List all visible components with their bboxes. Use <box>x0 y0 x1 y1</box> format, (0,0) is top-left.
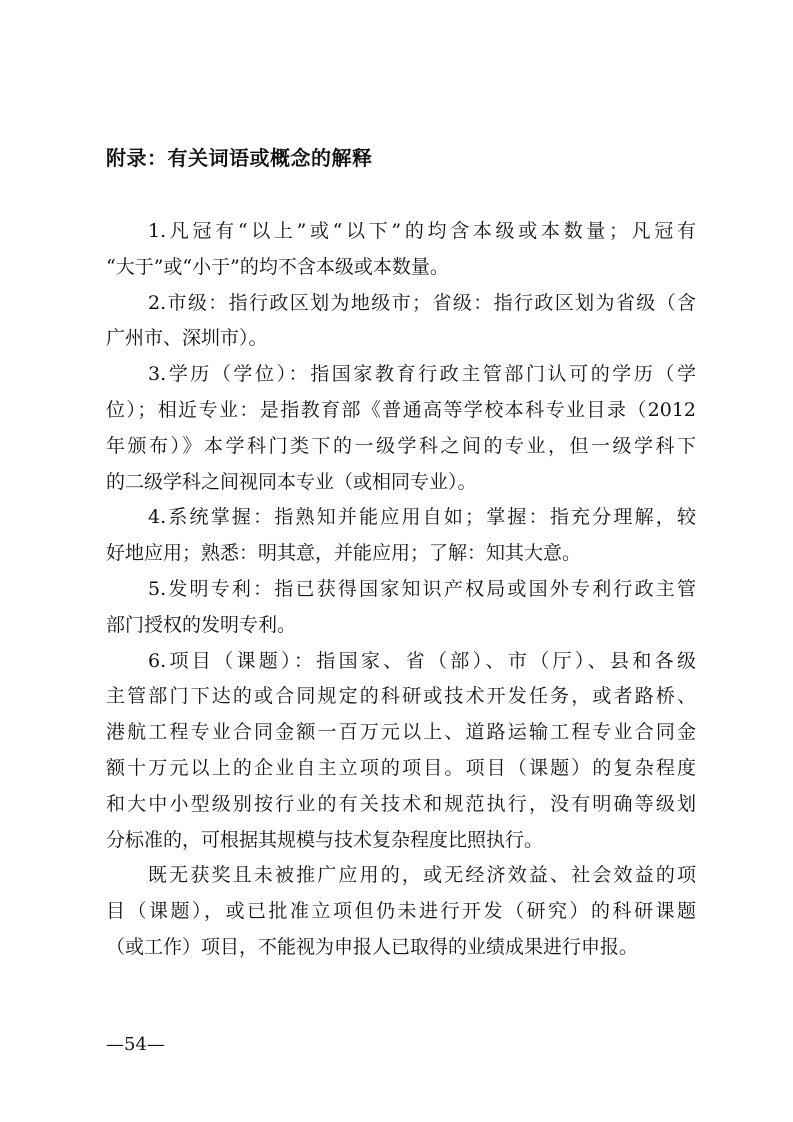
appendix-heading: 附录：有关词语或概念的解释 <box>106 146 373 170</box>
paragraph-line: 2.市级：指行政区划为地级市；省级：指行政区划为省级（含 <box>148 291 696 314</box>
paragraph-line: 6.项目（课题）：指国家、省（部）、市（厅）、县和各级 <box>148 649 696 672</box>
paragraph-7 <box>106 858 696 965</box>
paragraph-5 <box>106 572 696 644</box>
paragraph-line: 3.学历（学位）：指国家教育行政主管部门认可的学历（学 <box>148 363 696 386</box>
paragraph-6 <box>106 644 696 859</box>
paragraph-line: “大于”或“小于”的均不含本级或本数量。 <box>106 255 449 278</box>
paragraph-line: 的二级学科之间视同本专业（或相同专业）。 <box>106 470 477 493</box>
paragraph-line: （或工作）项目，不能视为申报人已取得的业绩成果进行申报。 <box>106 935 639 958</box>
paragraph-line: 目（课题），或已批准立项但仍未进行开发（研究）的科研课题 <box>106 900 696 923</box>
paragraph-line: 港航工程专业合同金额一百万元以上、道路运输工程专业合同金 <box>106 721 696 744</box>
paragraph-line: 4.系统掌握：指熟知并能应用自如；掌握：指充分理解，较 <box>148 506 696 529</box>
paragraph-line: 位）；相近专业：是指教育部《普通高等学校本科专业目录（2012 <box>106 398 696 421</box>
paragraph-3 <box>106 357 696 500</box>
paragraph-1 <box>106 214 696 286</box>
paragraph-line: 既无获奖且未被推广应用的，或无经济效益、社会效益的项 <box>148 864 696 887</box>
paragraph-4 <box>106 500 696 572</box>
paragraph-line: 分标准的，可根据其规模与技术复杂程度比照执行。 <box>106 828 544 851</box>
paragraph-line: 年颁布）》本学科门类下的一级学科之间的专业，但一级学科下 <box>106 434 696 457</box>
paragraph-line: 好地应用；熟悉：明其意，并能应用；了解：知其大意。 <box>106 542 582 565</box>
page-number: —54— <box>106 1034 165 1055</box>
paragraph-2 <box>106 286 696 358</box>
paragraph-line: 1.凡冠有“以上”或“以下”的均含本级或本数量；凡冠有 <box>148 220 696 242</box>
paragraph-line: 5.发明专利：指已获得国家知识产权局或国外专利行政主管 <box>148 577 696 600</box>
paragraph-line: 主管部门下达的或合同规定的科研或技术开发任务，或者路桥、 <box>106 685 696 708</box>
paragraph-line: 额十万元以上的企业自主立项的项目。项目（课题）的复杂程度 <box>106 756 696 779</box>
document-body <box>106 214 696 966</box>
paragraph-line: 和大中小型级别按行业的有关技术和规范执行，没有明确等级划 <box>106 792 696 815</box>
paragraph-line: 部门授权的发明专利。 <box>106 613 297 636</box>
paragraph-line: 广州市、深圳市）。 <box>106 327 268 350</box>
